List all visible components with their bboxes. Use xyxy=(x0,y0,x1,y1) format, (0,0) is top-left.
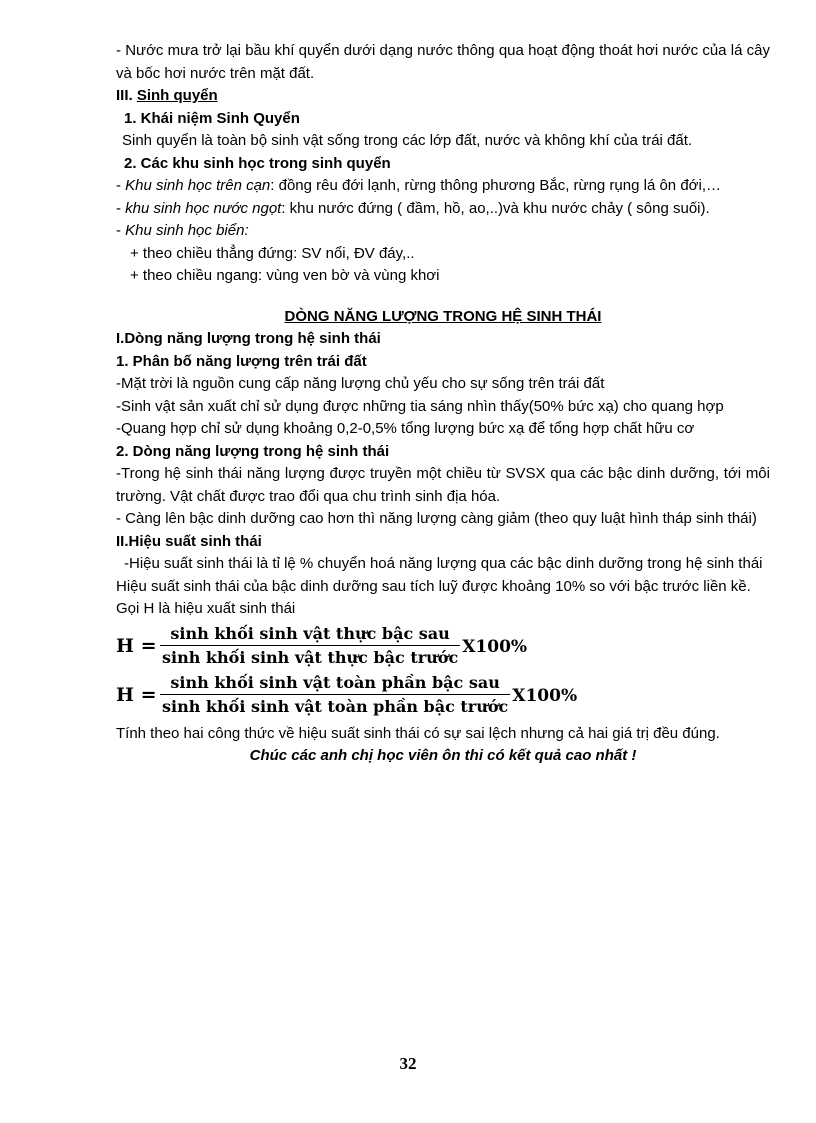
paragraph-one-way: -Trong hệ sinh thái năng lượng được truyền một chiều từ SVSX qua các bậc dinh dưỡng, tới môi trường. Vật chất được trao đổi qua chu trình sinh địa hóa. xyxy=(116,465,770,505)
chapter-heading: DÒNG NĂNG LƯỢNG TRONG HỆ SINH THÁI xyxy=(284,307,602,325)
formula-net xyxy=(116,623,770,670)
paragraph-pyramid: - Càng lên bậc dinh dưỡng cao hơn thì năng lượng càng giảm (theo quy luật hình tháp sinh thái) xyxy=(116,510,757,527)
paragraph-rain: - Nước mưa trở lại bầu khí quyển dưới dạng nước thông qua hoạt động thoát hơi nước của lá cây và bốc hơi nước trên mặt đất. xyxy=(116,42,770,82)
paragraph-freshwater: - khu sinh học nước ngọt: khu nước đứng ( đầm, hồ, ao,..)và khu nước chảy ( sông suối). xyxy=(116,199,710,217)
formula-gross-lhs: H = xyxy=(116,683,157,706)
document-page xyxy=(116,40,770,768)
paragraph-marine: - Khu sinh học biển: xyxy=(116,222,249,239)
term-marine: Khu sinh học biển xyxy=(125,222,245,239)
paragraph-conclusion: Tính theo hai công thức về hiệu suất sinh thái có sự sai lệch nhưng cả hai giá trị đều đúng. xyxy=(116,724,720,742)
formula-gross xyxy=(116,672,770,719)
term-terrestrial: Khu sinh học trên cạn xyxy=(125,177,271,194)
term-freshwater: khu sinh học nước ngọt xyxy=(125,199,282,217)
paragraph-producers: -Sinh vật sản xuất chỉ sử dụng được những tia sáng nhìn thấy(50% bức xạ) cho quang hợp xyxy=(116,397,724,415)
formula-net-fraction xyxy=(160,623,460,670)
paragraph-photosynthesis: -Quang hợp chỉ sử dụng khoảng 0,2-0,5% tổng lượng bức xạ để tổng hợp chất hữu cơ xyxy=(116,420,695,437)
section-ii-heading: II.Hiệu suất sinh thái xyxy=(116,532,262,550)
formula-net-numerator: sinh khối sinh vật thực bậc sau xyxy=(170,623,450,643)
subheading-concept: 1. Khái niệm Sinh Quyển xyxy=(124,109,300,127)
paragraph-let-h: Gọi H là hiệu xuất sinh thái xyxy=(116,600,296,617)
paragraph-efficiency-def: -Hiệu suất sinh thái là tỉ lệ % chuyển hoá năng lượng qua các bậc dinh dưỡng trong hệ sinh thái xyxy=(124,555,763,572)
subheading-biomes: 2. Các khu sinh học trong sinh quyển xyxy=(124,154,391,172)
subheading-energy-flow: 2. Dòng năng lượng trong hệ sinh thái xyxy=(116,442,390,460)
formula-gross-numerator: sinh khối sinh vật toàn phần bậc sau xyxy=(170,672,500,692)
formula-gross-denominator: sinh khối sinh vật toàn phần bậc trước xyxy=(160,694,510,719)
formula-gross-multiplier: X100% xyxy=(512,685,578,706)
formula-net-multiplier: X100% xyxy=(462,636,528,657)
bullet-horizontal: + theo chiều ngang: vùng ven bờ và vùng khơi xyxy=(130,267,440,284)
formula-net-denominator: sinh khối sinh vật thực bậc trước xyxy=(160,645,460,670)
paragraph-sun: -Mặt trời là nguồn cung cấp năng lượng chủ yếu cho sự sống trên trái đất xyxy=(116,375,605,392)
text-terrestrial: : đồng rêu đới lạnh, rừng thông phương Bắc, rừng rụng lá ôn đới,… xyxy=(270,177,721,194)
closing-wish: Chúc các anh chị học viên ôn thi có kết quả cao nhất ! xyxy=(249,747,637,764)
subheading-distribution: 1. Phân bố năng lượng trên trái đất xyxy=(116,352,367,370)
section-iii-heading xyxy=(116,85,770,108)
text-freshwater: : khu nước đứng ( đầm, hồ, ao,..)và khu nước chảy ( sông suối). xyxy=(281,199,710,217)
paragraph-ten-percent: Hiệu suất sinh thái của bậc dinh dưỡng sau tích luỹ được khoảng 10% so với bậc trước liền kề. xyxy=(116,577,751,595)
section-i-heading: I.Dòng năng lượng trong hệ sinh thái xyxy=(116,330,381,347)
paragraph-terrestrial: - Khu sinh học trên cạn: đồng rêu đới lạnh, rừng thông phương Bắc, rừng rụng lá ôn đới,… xyxy=(116,177,721,194)
section-iii-title: Sinh quyển xyxy=(136,87,218,104)
bullet-vertical: + theo chiều thẳng đứng: SV nổi, ĐV đáy,.. xyxy=(130,244,415,262)
formula-net-lhs: H = xyxy=(116,634,157,657)
formula-gross-fraction xyxy=(160,672,510,719)
page-number: 32 xyxy=(399,1054,417,1073)
section-iii-number: III. xyxy=(116,87,133,104)
paragraph-definition: Sinh quyển là toàn bộ sinh vật sống trong các lớp đất, nước và không khí của trái đất. xyxy=(122,132,693,149)
